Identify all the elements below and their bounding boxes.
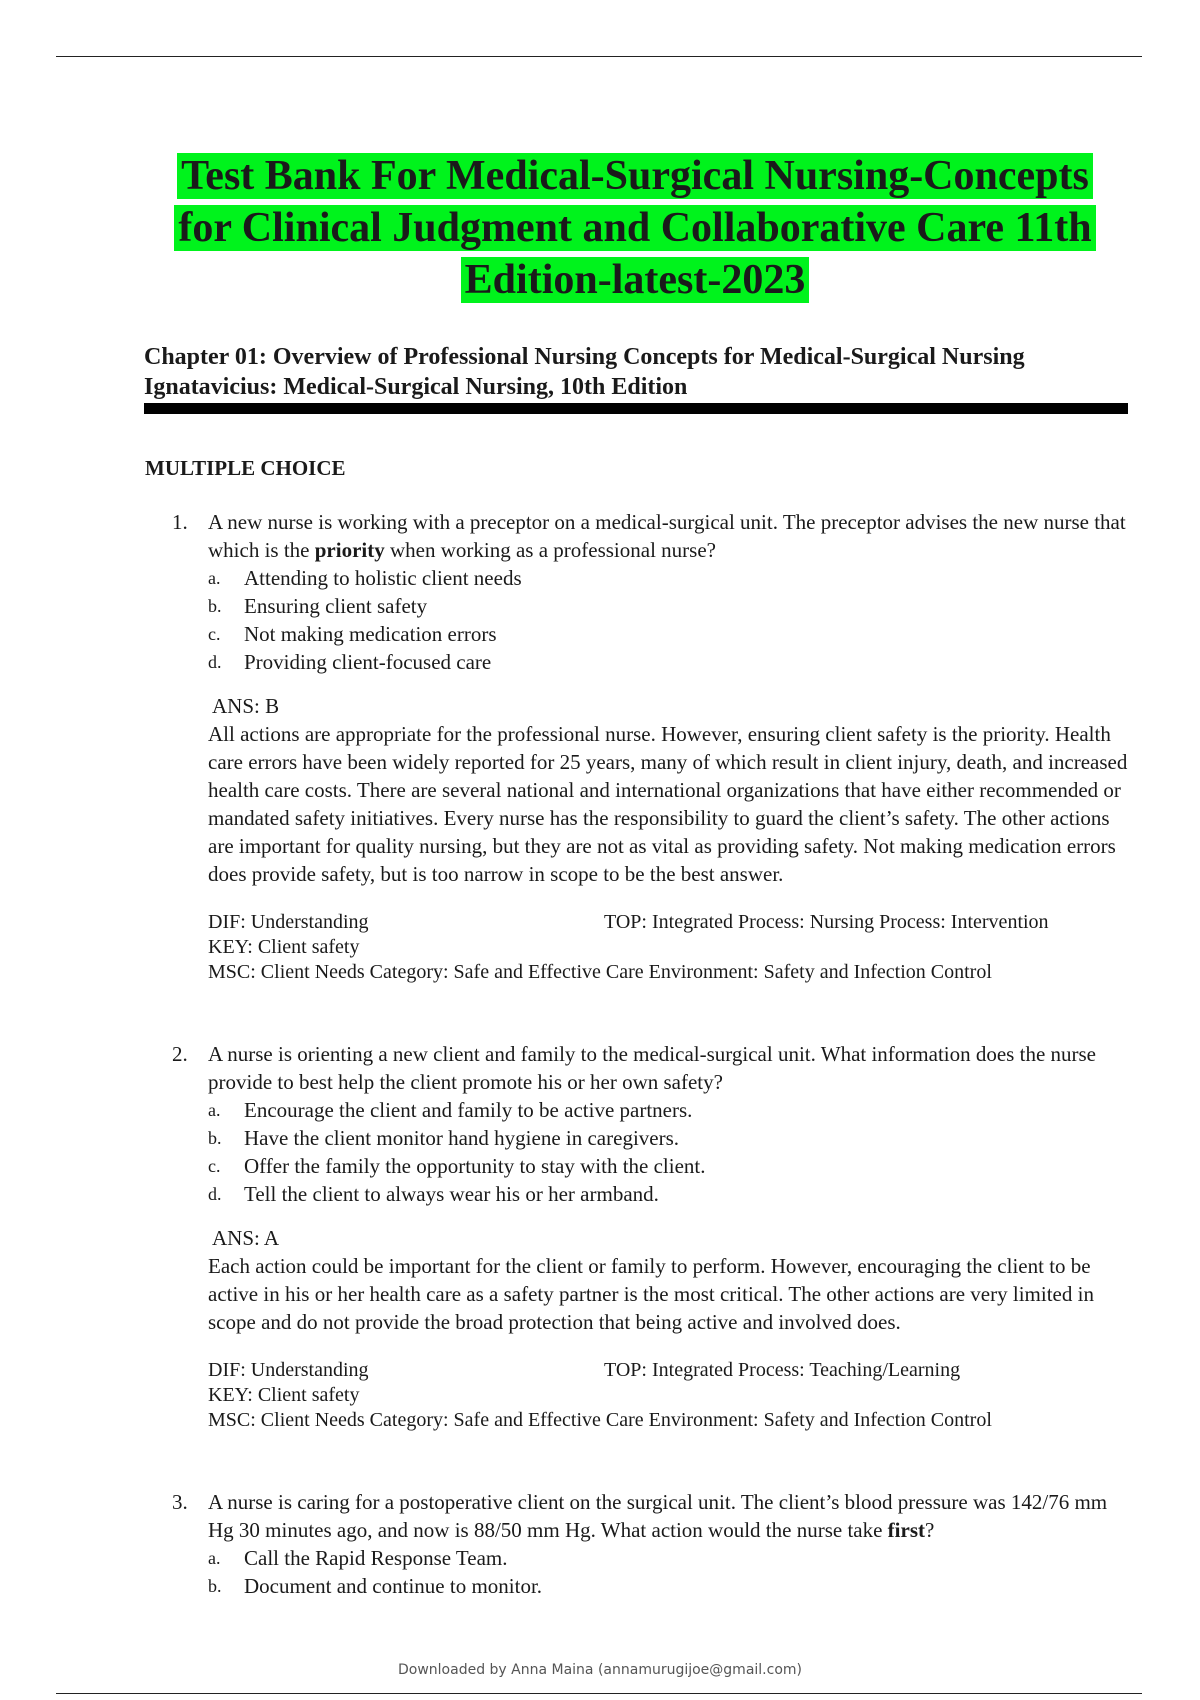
choice-d: d. Providing client-focused care <box>208 650 492 674</box>
answer: ANS: A <box>212 1226 280 1250</box>
question-metadata <box>208 908 1132 983</box>
question-stem: A nurse is orienting a new client and family to the medical-surgical unit. What information does the nurse provide to best help the client promote his or her own safety? <box>208 1042 1096 1094</box>
question-number: 1. <box>172 510 188 534</box>
answer: ANS: B <box>212 694 280 718</box>
question-number: 2. <box>172 1042 188 1066</box>
title-line-1: Test Bank For Medical-Surgical Nursing-Concepts <box>177 153 1093 199</box>
download-footer: Downloaded by Anna Maina (annamurugijoe@gmail.com) <box>397 1662 802 1678</box>
msc: MSC: Client Needs Category: Safe and Effective Care Environment: Safety and Infection Control <box>208 961 992 983</box>
key: KEY: Client safety <box>208 936 360 958</box>
question-number: 3. <box>172 1490 188 1514</box>
msc: MSC: Client Needs Category: Safe and Effective Care Environment: Safety and Infection Control <box>208 1409 992 1431</box>
choice-list <box>208 564 1132 676</box>
choice-b: b. Have the client monitor hand hygiene in caregivers. <box>208 1126 680 1150</box>
question-stem: A nurse is caring for a postoperative client on the surgical unit. The client’s blood pressure was 142/76 mm Hg 30 minutes ago, and now is 88/50 mm Hg. What action would the nurse take first? <box>208 1490 1108 1542</box>
choice-a: a. Call the Rapid Response Team. <box>208 1546 508 1570</box>
document-title <box>140 150 1130 306</box>
question-3 <box>172 1488 1132 1600</box>
title-line-3: Edition-latest-2023 <box>461 257 810 303</box>
top-rule <box>56 56 1142 57</box>
book-title: Ignatavicius: Medical-Surgical Nursing, 10th Edition <box>144 374 688 400</box>
choice-b: b. Ensuring client safety <box>208 594 428 618</box>
dif: DIF: Understanding <box>208 1359 369 1381</box>
bottom-rule <box>56 1693 1142 1694</box>
choice-a: a. Encourage the client and family to be active partners. <box>208 1098 693 1122</box>
choice-list <box>208 1096 1132 1208</box>
chapter-heading <box>144 342 1134 402</box>
question-metadata <box>208 1356 1132 1431</box>
top: TOP: Integrated Process: Nursing Process: Intervention <box>604 911 1049 933</box>
question-stem: A new nurse is working with a preceptor on a medical-surgical unit. The preceptor advises the new nurse that which is the priority when working as a professional nurse? <box>208 510 1126 562</box>
chapter-divider <box>144 403 1128 414</box>
section-label: MULTIPLE CHOICE <box>145 456 346 480</box>
question-1 <box>172 508 1132 983</box>
rationale: All actions are appropriate for the professional nurse. However, ensuring client safety is the priority. Health care errors have been widely reported for 25 years, many of which result in client injury, death, and increased health care costs. There are several national and international organizations that have either recommended or mandated safety initiatives. Every nurse has the responsibility to guard the client’s safety. The other actions are important for quality nursing, but they are not as vital as providing safety. Not making medication errors does provide safety, but is too narrow in scope to be the best answer. <box>208 722 1128 886</box>
choice-b: b. Document and continue to monitor. <box>208 1574 543 1598</box>
top: TOP: Integrated Process: Teaching/Learning <box>604 1359 961 1381</box>
choice-a: a. Attending to holistic client needs <box>208 566 522 590</box>
choice-c: c. Offer the family the opportunity to stay with the client. <box>208 1154 706 1178</box>
chapter-title: Chapter 01: Overview of Professional Nursing Concepts for Medical-Surgical Nursing <box>144 344 1025 370</box>
dif: DIF: Understanding <box>208 911 369 933</box>
rationale: Each action could be important for the client or family to perform. However, encouraging the client to be active in his or her health care as a safety partner is the most critical. The other actions are very limited in scope and do not provide the broad protection that being active and involved does. <box>208 1254 1094 1334</box>
choice-c: c. Not making medication errors <box>208 622 497 646</box>
question-2 <box>172 1040 1132 1431</box>
title-line-2: for Clinical Judgment and Collaborative Care 11th <box>174 205 1095 251</box>
choice-list <box>208 1544 1132 1600</box>
key: KEY: Client safety <box>208 1384 360 1406</box>
choice-d: d. Tell the client to always wear his or her armband. <box>208 1182 659 1206</box>
